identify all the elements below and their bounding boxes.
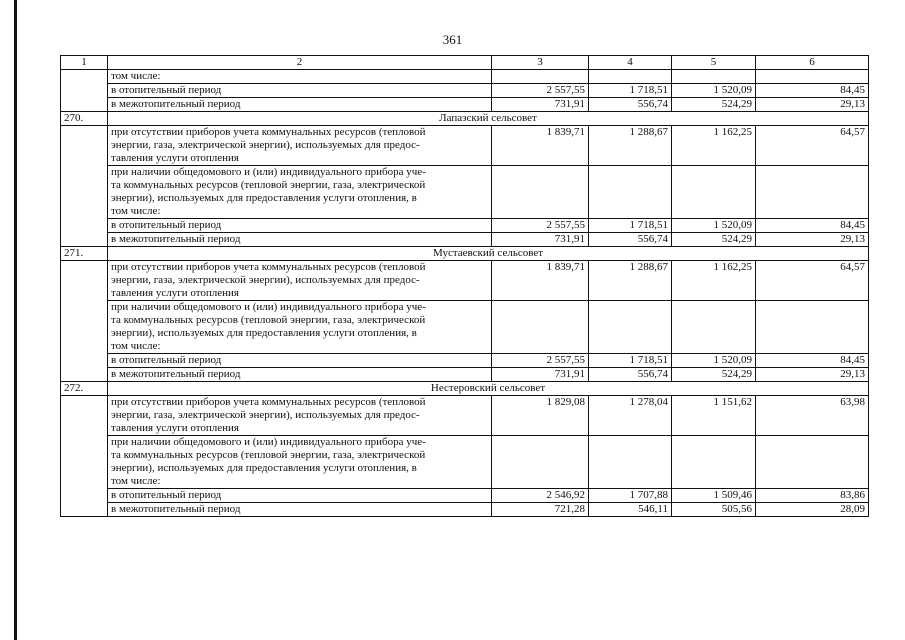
value-cell: 84,45 bbox=[756, 84, 869, 98]
table-row bbox=[61, 98, 869, 112]
section-number: 270. bbox=[61, 112, 108, 126]
index-cell bbox=[61, 126, 108, 247]
label-cell bbox=[108, 166, 492, 219]
value-cell: 1 509,46 bbox=[672, 489, 756, 503]
value-cell bbox=[672, 166, 756, 219]
index-cell bbox=[61, 70, 108, 112]
value-cell: 63,98 bbox=[756, 396, 869, 436]
label-line: энергии, газа, электрической энергии), используемых для предос- bbox=[111, 274, 420, 286]
value-cell bbox=[672, 301, 756, 354]
label-cell bbox=[108, 396, 492, 436]
binding-line bbox=[14, 0, 17, 640]
value-cell: 29,13 bbox=[756, 368, 869, 382]
value-cell: 1 718,51 bbox=[589, 84, 672, 98]
section-title: Нестеровский сельсовет bbox=[108, 382, 869, 396]
label-cell bbox=[108, 301, 492, 354]
header-cell: 3 bbox=[492, 56, 589, 70]
value-cell: 721,28 bbox=[492, 503, 589, 517]
label-cell: в отопительный период bbox=[108, 354, 492, 368]
label-line: том числе: bbox=[111, 340, 161, 352]
value-cell: 1 278,04 bbox=[589, 396, 672, 436]
value-cell bbox=[589, 70, 672, 84]
value-cell: 731,91 bbox=[492, 98, 589, 112]
label-line: тавления услуги отопления bbox=[111, 152, 239, 164]
label-line: при отсутствии приборов учета коммунальных ресурсов (тепловой bbox=[111, 261, 426, 273]
value-cell bbox=[589, 436, 672, 489]
label-line: при отсутствии приборов учета коммунальных ресурсов (тепловой bbox=[111, 396, 426, 408]
value-cell: 28,09 bbox=[756, 503, 869, 517]
table-row bbox=[61, 436, 869, 489]
header-cell: 4 bbox=[589, 56, 672, 70]
value-cell: 731,91 bbox=[492, 368, 589, 382]
value-cell bbox=[589, 301, 672, 354]
value-cell: 2 557,55 bbox=[492, 84, 589, 98]
value-cell bbox=[756, 70, 869, 84]
value-cell: 1 288,67 bbox=[589, 261, 672, 301]
label-cell: в межотопительный период bbox=[108, 368, 492, 382]
value-cell bbox=[492, 436, 589, 489]
label-cell bbox=[108, 261, 492, 301]
label-line: тавления услуги отопления bbox=[111, 287, 239, 299]
label-line: том числе: bbox=[111, 475, 161, 487]
table-row bbox=[61, 166, 869, 219]
label-cell: в отопительный период bbox=[108, 489, 492, 503]
table-row bbox=[61, 233, 869, 247]
table-body bbox=[61, 56, 869, 517]
value-cell: 2 557,55 bbox=[492, 219, 589, 233]
value-cell: 1 162,25 bbox=[672, 261, 756, 301]
value-cell: 1 520,09 bbox=[672, 354, 756, 368]
label-line: та коммунальных ресурсов (тепловой энергии, газа, электрической bbox=[111, 179, 426, 191]
label-line: та коммунальных ресурсов (тепловой энергии, газа, электрической bbox=[111, 314, 426, 326]
label-cell bbox=[108, 436, 492, 489]
label-cell: в отопительный период bbox=[108, 219, 492, 233]
value-cell: 84,45 bbox=[756, 354, 869, 368]
section-header-row bbox=[61, 382, 869, 396]
table-row bbox=[61, 126, 869, 166]
table-row bbox=[61, 70, 869, 84]
label-cell: в межотопительный период bbox=[108, 233, 492, 247]
value-cell: 524,29 bbox=[672, 233, 756, 247]
section-title: Лапазский сельсовет bbox=[108, 112, 869, 126]
label-cell bbox=[108, 126, 492, 166]
value-cell: 731,91 bbox=[492, 233, 589, 247]
label-line: при наличии общедомового и (или) индивидуального прибора уче- bbox=[111, 436, 426, 448]
value-cell: 1 151,62 bbox=[672, 396, 756, 436]
table-row bbox=[61, 301, 869, 354]
table-row bbox=[61, 503, 869, 517]
header-cell: 5 bbox=[672, 56, 756, 70]
value-cell: 29,13 bbox=[756, 98, 869, 112]
label-cell: том числе: bbox=[108, 70, 492, 84]
value-cell: 524,29 bbox=[672, 98, 756, 112]
header-cell: 6 bbox=[756, 56, 869, 70]
value-cell: 1 718,51 bbox=[589, 219, 672, 233]
value-cell bbox=[672, 70, 756, 84]
index-cell bbox=[61, 396, 108, 517]
label-cell: в отопительный период bbox=[108, 84, 492, 98]
value-cell bbox=[492, 301, 589, 354]
section-title: Мустаевский сельсовет bbox=[108, 247, 869, 261]
table-row bbox=[61, 261, 869, 301]
value-cell bbox=[492, 70, 589, 84]
value-cell: 2 546,92 bbox=[492, 489, 589, 503]
label-cell: в межотопительный период bbox=[108, 503, 492, 517]
label-line: при наличии общедомового и (или) индивидуального прибора уче- bbox=[111, 166, 426, 178]
value-cell: 524,29 bbox=[672, 368, 756, 382]
value-cell: 546,11 bbox=[589, 503, 672, 517]
value-cell: 84,45 bbox=[756, 219, 869, 233]
label-line: та коммунальных ресурсов (тепловой энергии, газа, электрической bbox=[111, 449, 426, 461]
table-row bbox=[61, 84, 869, 98]
page-number: 361 bbox=[442, 32, 463, 47]
value-cell: 1 520,09 bbox=[672, 219, 756, 233]
index-cell bbox=[61, 261, 108, 382]
table-row bbox=[61, 219, 869, 233]
value-cell: 64,57 bbox=[756, 126, 869, 166]
value-cell bbox=[756, 436, 869, 489]
value-cell: 64,57 bbox=[756, 261, 869, 301]
label-line: энергии), используемых для предоставления услуги отопления, в bbox=[111, 327, 417, 339]
label-line: при отсутствии приборов учета коммунальных ресурсов (тепловой bbox=[111, 126, 426, 138]
label-line: энергии, газа, электрической энергии), используемых для предос- bbox=[111, 139, 420, 151]
header-cell: 2 bbox=[108, 56, 492, 70]
value-cell: 1 707,88 bbox=[589, 489, 672, 503]
section-header-row bbox=[61, 112, 869, 126]
value-cell: 83,86 bbox=[756, 489, 869, 503]
value-cell bbox=[756, 166, 869, 219]
value-cell bbox=[756, 301, 869, 354]
value-cell: 1 520,09 bbox=[672, 84, 756, 98]
label-line: энергии), используемых для предоставления услуги отопления, в bbox=[111, 462, 417, 474]
value-cell: 2 557,55 bbox=[492, 354, 589, 368]
label-line: энергии, газа, электрической энергии), используемых для предос- bbox=[111, 409, 420, 421]
header-cell: 1 bbox=[61, 56, 108, 70]
label-cell: в межотопительный период bbox=[108, 98, 492, 112]
value-cell bbox=[672, 436, 756, 489]
table-row bbox=[61, 396, 869, 436]
value-cell: 1 718,51 bbox=[589, 354, 672, 368]
tariff-table bbox=[60, 55, 869, 517]
label-line: при наличии общедомового и (или) индивидуального прибора уче- bbox=[111, 301, 426, 313]
label-line: тавления услуги отопления bbox=[111, 422, 239, 434]
value-cell: 556,74 bbox=[589, 233, 672, 247]
section-number: 272. bbox=[61, 382, 108, 396]
table-header-row bbox=[61, 56, 869, 70]
section-number: 271. bbox=[61, 247, 108, 261]
table-row bbox=[61, 489, 869, 503]
value-cell: 1 829,08 bbox=[492, 396, 589, 436]
value-cell: 556,74 bbox=[589, 98, 672, 112]
table-row bbox=[61, 354, 869, 368]
label-line: том числе: bbox=[111, 205, 161, 217]
value-cell: 1 162,25 bbox=[672, 126, 756, 166]
value-cell: 29,13 bbox=[756, 233, 869, 247]
value-cell: 1 839,71 bbox=[492, 126, 589, 166]
value-cell: 505,56 bbox=[672, 503, 756, 517]
value-cell bbox=[492, 166, 589, 219]
value-cell bbox=[589, 166, 672, 219]
value-cell: 1 839,71 bbox=[492, 261, 589, 301]
table-row bbox=[61, 368, 869, 382]
value-cell: 1 288,67 bbox=[589, 126, 672, 166]
label-line: энергии), используемых для предоставления услуги отопления, в bbox=[111, 192, 417, 204]
value-cell: 556,74 bbox=[589, 368, 672, 382]
section-header-row bbox=[61, 247, 869, 261]
